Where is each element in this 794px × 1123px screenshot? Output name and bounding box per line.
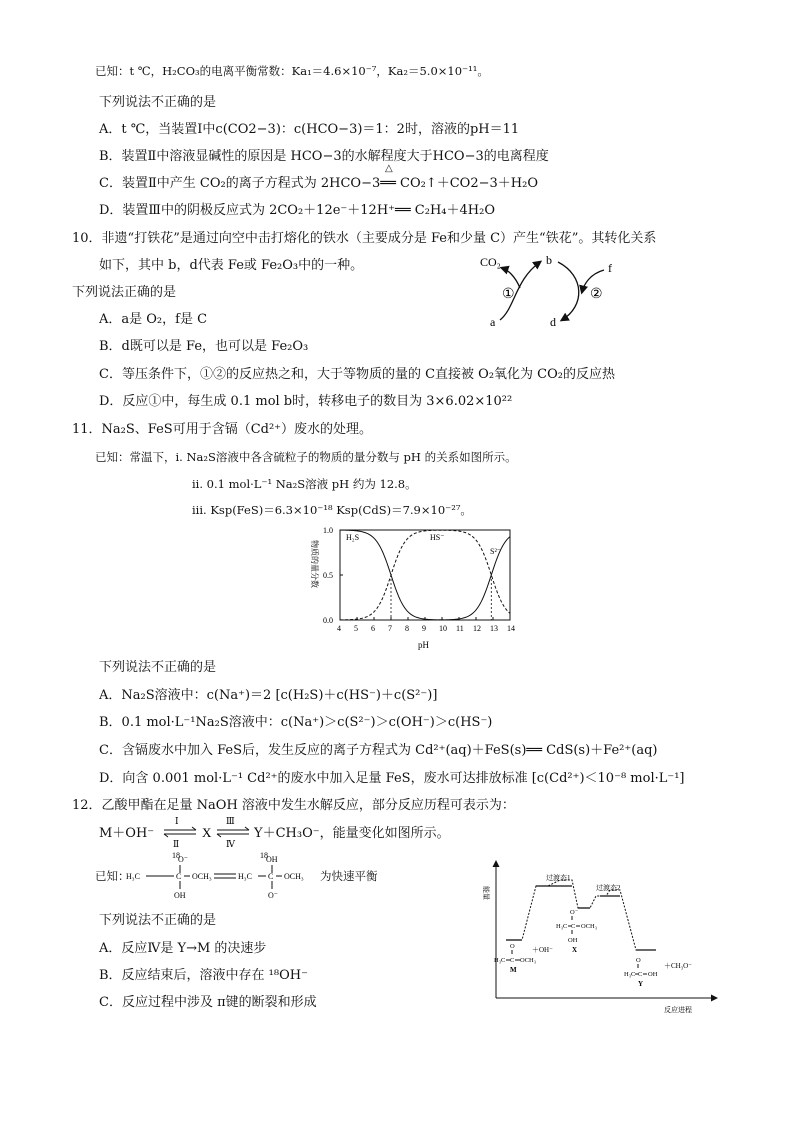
q10-option-b: B．d既可以是 Fe，也可以是 Fe₂O₃ <box>99 339 309 354</box>
reaction2-arc <box>558 262 579 320</box>
svg-text:C: C <box>268 872 274 881</box>
svg-text:O⁻: O⁻ <box>570 909 579 916</box>
q12-stem: 12．乙酸甲酯在足量 NaOH 溶液中发生水解反应，部分反应历程可表示为： <box>72 798 515 813</box>
x-tick-label: 10 <box>439 624 447 633</box>
energy-ts2-label: 过渡态2 <box>596 884 621 892</box>
q9-option-d: D．装置Ⅲ中的阴极反应式为 2CO₂＋12e⁻＋12H⁺══ C₂H₄＋4H₂O <box>99 203 495 218</box>
energy-x-label: X <box>572 946 578 954</box>
energy-y-label: Y <box>638 980 644 988</box>
x-tick-label: 11 <box>456 624 464 633</box>
chart-xlabel: pH <box>418 640 429 650</box>
q10-option-d: D．反应①中，每生成 0.1 mol b时，转移电子的数目为 3×6.02×10²² <box>99 394 513 409</box>
svg-text:C: C <box>176 872 182 881</box>
q9-option-b: B．装置Ⅱ中溶液显碱性的原因是 HCO−3的水解程度大于HCO−3的电离程度 <box>99 149 549 164</box>
q12-label-II: Ⅱ <box>173 839 180 849</box>
q11-option-a: A．Na₂S溶液中：c(Na⁺)＝2 [c(H₂S)＋c(HS⁻)＋c(S²⁻)] <box>99 688 438 703</box>
svg-text:C: C <box>638 971 643 978</box>
q12-label-I: Ⅰ <box>175 816 179 826</box>
svg-text:OH: OH <box>266 855 278 864</box>
series-label-s2: S²⁻ <box>490 547 502 556</box>
diagram-label-r2: ② <box>590 287 603 302</box>
q12-label-III: Ⅲ <box>226 816 235 826</box>
q10-stem-line2: 如下，其中 b，d代表 Fe或 Fe₂O₃中的一种。 <box>99 258 364 273</box>
plot-frame <box>340 530 510 620</box>
y-tick-label: 1.0 <box>323 526 333 535</box>
diagram-label-b: b <box>546 253 552 267</box>
x-tick-label: 5 <box>354 624 358 633</box>
series-label-hs: HS⁻ <box>430 533 445 542</box>
q12-eq-right: Y＋CH₃O⁻，能量变化如图所示。 <box>254 826 450 841</box>
q11-option-d: D．向含 0.001 mol·L⁻¹ Cd²⁺的废水中加入足量 FeS，废水可达排放标准 [c(Cd²⁺)＜10⁻⁸ mol·L⁻¹] <box>99 771 685 786</box>
svg-text:OCH₃: OCH₃ <box>581 923 597 930</box>
diagram-label-co2: CO₂ <box>480 255 501 269</box>
q12-eq-x: X <box>202 825 212 840</box>
energy-ylabel: 能量 <box>482 886 490 900</box>
series-h2s-curve <box>340 530 510 620</box>
q9-heat-symbol: △ <box>385 163 393 174</box>
svg-text:H₃C: H₃C <box>126 872 140 881</box>
x-tick-label: 14 <box>507 624 515 633</box>
reaction1-branch-arrow <box>502 268 520 288</box>
energy-oh-label: ＋OH⁻ <box>532 946 553 954</box>
energy-xlabel: 反应进程 <box>664 1006 692 1014</box>
svg-text:OH: OH <box>568 937 578 944</box>
x-tick-label: 6 <box>371 624 375 633</box>
q10-option-a: A．a是 O₂，f是 C <box>99 312 208 327</box>
energy-profile-curve <box>506 880 656 950</box>
q12-prompt: 下列说法不正确的是 <box>99 913 217 928</box>
q9-option-c: C．装置Ⅱ中产生 CO₂的离子方程式为 2HCO−3══ CO₂↑＋CO2−3＋H₂O <box>99 176 538 191</box>
diagram-label-f: f <box>608 261 612 275</box>
x-tick-label: 4 <box>337 624 341 633</box>
svg-text:C: C <box>571 923 576 930</box>
svg-text:H₃C: H₃C <box>624 971 636 978</box>
diagram-label-r1: ① <box>502 287 515 302</box>
q11-option-b: B．0.1 mol·L⁻¹Na₂S溶液中：c(Na⁺)＞c(S²⁻)＞c(OH⁻)＞c(HS⁻) <box>99 715 493 730</box>
q11-option-c: C．含镉废水中加入 FeS后，发生反应的离子方程式为 Cd²⁺(aq)＋FeS(s)══ CdS(s)＋Fe²⁺(aq) <box>99 743 658 758</box>
svg-text:O: O <box>510 943 515 950</box>
y-tick-label: 0.5 <box>323 571 333 580</box>
series-hs-curve <box>340 530 510 620</box>
x-tick-label: 12 <box>473 624 481 633</box>
svg-text:C: C <box>510 957 515 964</box>
q11-known-i: 已知：常温下，i. Na₂S溶液中各含硫粒子的物质的量分数与 pH 的关系如图所示。 <box>95 450 517 464</box>
svg-text:18: 18 <box>172 851 180 860</box>
q11-known-ii: ii. 0.1 mol·L⁻¹ Na₂S溶液 pH 约为 12.8。 <box>192 477 417 491</box>
sulfur-species-chart <box>300 524 520 652</box>
x-tick-label: 7 <box>388 624 392 633</box>
diagram-label-a: a <box>490 315 496 329</box>
q11-prompt: 下列说法不正确的是 <box>99 660 217 675</box>
svg-text:OCH₃: OCH₃ <box>284 872 304 881</box>
chart-ylabel: 物质的量分数 <box>310 540 319 588</box>
energy-profile-diagram <box>482 858 723 1018</box>
svg-text:OCH₃: OCH₃ <box>520 957 536 964</box>
svg-text:H₃C: H₃C <box>494 957 506 964</box>
q9-prompt: 下列说法不正确的是 <box>99 95 217 110</box>
energy-m-label: M <box>510 966 517 974</box>
q11-stem: 11．Na₂S、FeS可用于含镉（Cd²⁺）废水的处理。 <box>72 422 373 437</box>
q10-option-c: C．等压条件下，①②的反应热之和，大于等物质的量的 C直接被 O₂氧化为 CO₂的反应热 <box>99 367 615 382</box>
x-tick-label: 9 <box>422 624 426 633</box>
q10-prompt: 下列说法正确的是 <box>72 285 177 300</box>
x-tick-label: 13 <box>490 624 498 633</box>
series-label-h2s: H₂S <box>346 533 360 542</box>
svg-text:H₃C: H₃C <box>556 923 568 930</box>
svg-text:OH: OH <box>174 891 186 900</box>
q9-known: 已知：t ℃，H₂CO₃的电离平衡常数：Ka₁＝4.6×10⁻⁷，Ka₂＝5.0×10⁻¹¹。 <box>95 64 489 78</box>
svg-text:O: O <box>636 957 641 964</box>
svg-text:OCH₃: OCH₃ <box>192 872 212 881</box>
q12-known-label: 已知： <box>95 869 130 883</box>
svg-text:OH: OH <box>648 971 658 978</box>
q9-option-a: A．t ℃，当装置Ⅰ中c(CO2−3)：c(HCO−3)＝1：2时，溶液的pH＝11 <box>99 122 520 137</box>
energy-ch3o-label: ＋CH₃O⁻ <box>664 962 692 970</box>
energy-ts1-label: 过渡态1 <box>546 874 571 882</box>
x-tick-label: 8 <box>405 624 409 633</box>
fast-equilibrium-structures <box>124 848 324 908</box>
q12-eq-left: M＋OH⁻ <box>99 826 155 841</box>
q11-known-iii: iii. Ksp(FeS)＝6.3×10⁻¹⁸ Ksp(CdS)＝7.9×10⁻²⁷。 <box>192 503 472 517</box>
series-s2-curve <box>340 537 510 620</box>
q12-option-a: A．反应Ⅳ是 Y→M 的决速步 <box>99 941 267 956</box>
svg-text:18: 18 <box>260 851 268 860</box>
svg-text:H₃C: H₃C <box>238 872 252 881</box>
diagram-label-d: d <box>550 315 556 329</box>
q10-stem-line1: 10．非遗“打铁花”是通过向空中击打熔化的铁水（主要成分是 Fe和少量 C）产生“铁花”。其转化关系 <box>72 231 657 246</box>
iron-flower-cycle-diagram <box>470 248 630 334</box>
q12-option-c: C．反应过程中涉及 π键的断裂和形成 <box>99 995 317 1010</box>
q12-label-IV: Ⅳ <box>226 839 235 849</box>
svg-text:O⁻: O⁻ <box>178 855 188 864</box>
q12-option-b: B．反应结束后，溶液中存在 ¹⁸OH⁻ <box>99 968 308 983</box>
svg-text:O⁻: O⁻ <box>268 891 278 900</box>
y-tick-label: 0.0 <box>323 616 333 625</box>
q12-known-tail: 为快速平衡 <box>320 869 378 883</box>
